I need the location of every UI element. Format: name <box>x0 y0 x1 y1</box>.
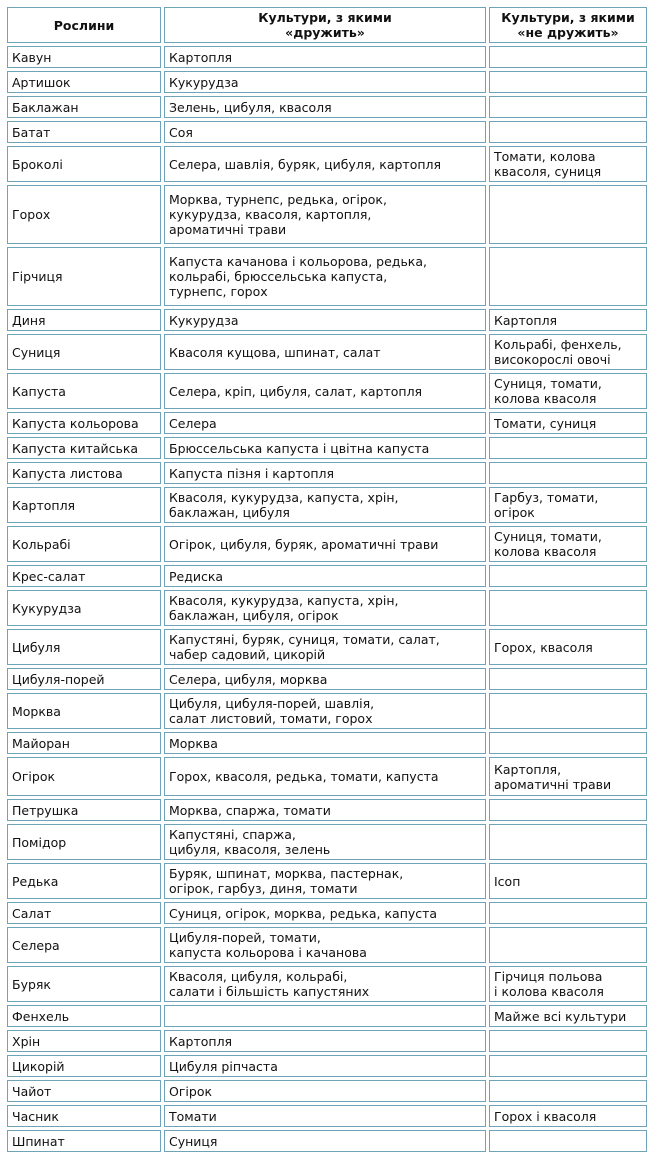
cell-friends: Суниця <box>164 1130 486 1152</box>
table-row <box>7 1080 647 1102</box>
cell-friends: Суниця, огірок, морква, редька, капуста <box>164 902 486 924</box>
cell-plant: Капуста китайська <box>7 437 161 459</box>
cell-plant: Капуста листова <box>7 462 161 484</box>
cell-friends: Зелень, цибуля, квасоля <box>164 96 486 118</box>
cell-friends: Капустяні, буряк, суниця, томати, салат, чабер садовий, цикорій <box>164 629 486 665</box>
cell-plant: Баклажан <box>7 96 161 118</box>
table-row <box>7 71 647 93</box>
companion-planting-table-wrapper <box>4 4 650 1155</box>
cell-enemies <box>489 121 647 143</box>
cell-friends: Томати <box>164 1105 486 1127</box>
cell-friends: Кукурудза <box>164 71 486 93</box>
cell-plant: Кукурудза <box>7 590 161 626</box>
table-row <box>7 526 647 562</box>
cell-enemies <box>489 437 647 459</box>
table-row <box>7 121 647 143</box>
cell-enemies: Томати, суниця <box>489 412 647 434</box>
cell-enemies: Картопля <box>489 309 647 331</box>
cell-enemies <box>489 462 647 484</box>
table-row <box>7 1055 647 1077</box>
cell-plant: Цикорій <box>7 1055 161 1077</box>
cell-plant: Батат <box>7 121 161 143</box>
cell-friends: Селера <box>164 412 486 434</box>
cell-friends: Кукурудза <box>164 309 486 331</box>
table-row <box>7 373 647 409</box>
cell-plant: Кавун <box>7 46 161 68</box>
cell-plant: Артишок <box>7 71 161 93</box>
cell-enemies <box>489 824 647 860</box>
cell-plant: Огірок <box>7 757 161 796</box>
cell-friends: Квасоля, цибуля, кольрабі, салати і більшість капустяних <box>164 966 486 1002</box>
cell-friends: Буряк, шпинат, морква, пастернак, огірок, гарбуз, диня, томати <box>164 863 486 899</box>
cell-friends: Морква <box>164 732 486 754</box>
table-row <box>7 824 647 860</box>
cell-plant: Чайот <box>7 1080 161 1102</box>
table-row <box>7 1130 647 1152</box>
table-row <box>7 732 647 754</box>
cell-enemies <box>489 1030 647 1052</box>
table-header <box>7 7 647 43</box>
cell-friends: Квасоля, кукурудза, капуста, хрін, баклажан, цибуля, огірок <box>164 590 486 626</box>
table-row <box>7 1005 647 1027</box>
table-row <box>7 629 647 665</box>
header-enemies: Культури, з якими «не дружить» <box>489 7 647 43</box>
cell-plant: Фенхель <box>7 1005 161 1027</box>
cell-enemies: Гірчиця польова і колова квасоля <box>489 966 647 1002</box>
cell-friends: Картопля <box>164 1030 486 1052</box>
companion-planting-table <box>4 4 650 1155</box>
cell-friends: Квасоля, кукурудза, капуста, хрін, баклажан, цибуля <box>164 487 486 523</box>
cell-enemies <box>489 590 647 626</box>
cell-enemies: Суниця, томати, колова квасоля <box>489 373 647 409</box>
table-row <box>7 334 647 370</box>
cell-plant: Цибуля <box>7 629 161 665</box>
table-row <box>7 668 647 690</box>
cell-plant: Крес-салат <box>7 565 161 587</box>
cell-friends: Капуста качанова і кольорова, редька, кольрабі, брюссельська капуста, турнепс, горох <box>164 247 486 306</box>
table-row <box>7 863 647 899</box>
cell-enemies: Ісоп <box>489 863 647 899</box>
cell-plant: Горох <box>7 185 161 244</box>
table-row <box>7 966 647 1002</box>
cell-friends: Морква, спаржа, томати <box>164 799 486 821</box>
table-row <box>7 247 647 306</box>
table-row <box>7 437 647 459</box>
cell-plant: Салат <box>7 902 161 924</box>
cell-enemies: Горох і квасоля <box>489 1105 647 1127</box>
table-row <box>7 565 647 587</box>
cell-enemies: Томати, колова квасоля, суниця <box>489 146 647 182</box>
cell-enemies: Гарбуз, томати, огірок <box>489 487 647 523</box>
table-row <box>7 412 647 434</box>
cell-enemies <box>489 902 647 924</box>
cell-plant: Броколі <box>7 146 161 182</box>
table-row <box>7 146 647 182</box>
cell-enemies <box>489 693 647 729</box>
table-row <box>7 309 647 331</box>
cell-enemies: Суниця, томати, колова квасоля <box>489 526 647 562</box>
table-row <box>7 799 647 821</box>
cell-plant: Морква <box>7 693 161 729</box>
cell-plant: Майоран <box>7 732 161 754</box>
table-row <box>7 96 647 118</box>
cell-friends: Горох, квасоля, редька, томати, капуста <box>164 757 486 796</box>
header-plants: Рослини <box>7 7 161 43</box>
cell-enemies: Майже всі культури <box>489 1005 647 1027</box>
cell-plant: Помідор <box>7 824 161 860</box>
table-body <box>7 46 647 1152</box>
table-row <box>7 927 647 963</box>
cell-friends: Квасоля кущова, шпинат, салат <box>164 334 486 370</box>
cell-friends: Цибуля, цибуля-порей, шавлія, салат листовий, томати, горох <box>164 693 486 729</box>
cell-friends: Капустяні, спаржа, цибуля, квасоля, зелень <box>164 824 486 860</box>
table-row <box>7 462 647 484</box>
cell-friends: Морква, турнепс, редька, огірок, кукурудза, квасоля, картопля, ароматичні трави <box>164 185 486 244</box>
cell-friends: Картопля <box>164 46 486 68</box>
cell-enemies <box>489 96 647 118</box>
cell-plant: Капуста кольорова <box>7 412 161 434</box>
cell-friends: Брюссельська капуста і цвітна капуста <box>164 437 486 459</box>
cell-plant: Диня <box>7 309 161 331</box>
cell-enemies <box>489 71 647 93</box>
cell-plant: Шпинат <box>7 1130 161 1152</box>
table-row <box>7 757 647 796</box>
table-row <box>7 590 647 626</box>
cell-friends: Цибуля-порей, томати, капуста кольорова і качанова <box>164 927 486 963</box>
table-row <box>7 1105 647 1127</box>
header-row <box>7 7 647 43</box>
cell-plant: Картопля <box>7 487 161 523</box>
cell-enemies <box>489 799 647 821</box>
cell-plant: Селера <box>7 927 161 963</box>
table-row <box>7 902 647 924</box>
cell-plant: Цибуля-порей <box>7 668 161 690</box>
cell-enemies <box>489 46 647 68</box>
cell-plant: Суниця <box>7 334 161 370</box>
cell-enemies <box>489 927 647 963</box>
cell-plant: Часник <box>7 1105 161 1127</box>
table-row <box>7 46 647 68</box>
cell-enemies <box>489 185 647 244</box>
table-row <box>7 1030 647 1052</box>
cell-enemies: Кольрабі, фенхель, високорослі овочі <box>489 334 647 370</box>
cell-friends <box>164 1005 486 1027</box>
cell-friends: Селера, кріп, цибуля, салат, картопля <box>164 373 486 409</box>
cell-friends: Огірок, цибуля, буряк, ароматичні трави <box>164 526 486 562</box>
cell-friends: Редиска <box>164 565 486 587</box>
table-row <box>7 693 647 729</box>
cell-enemies: Картопля, ароматичні трави <box>489 757 647 796</box>
cell-friends: Огірок <box>164 1080 486 1102</box>
cell-enemies <box>489 1130 647 1152</box>
header-friends: Культури, з якими «дружить» <box>164 7 486 43</box>
cell-friends: Селера, цибуля, морква <box>164 668 486 690</box>
cell-enemies <box>489 668 647 690</box>
cell-friends: Цибуля ріпчаста <box>164 1055 486 1077</box>
cell-enemies: Горох, квасоля <box>489 629 647 665</box>
cell-enemies <box>489 1080 647 1102</box>
cell-plant: Гірчиця <box>7 247 161 306</box>
table-row <box>7 185 647 244</box>
cell-plant: Редька <box>7 863 161 899</box>
cell-enemies <box>489 565 647 587</box>
cell-enemies <box>489 247 647 306</box>
cell-plant: Капуста <box>7 373 161 409</box>
cell-enemies <box>489 732 647 754</box>
cell-plant: Кольрабі <box>7 526 161 562</box>
cell-friends: Соя <box>164 121 486 143</box>
cell-friends: Селера, шавлія, буряк, цибуля, картопля <box>164 146 486 182</box>
cell-plant: Петрушка <box>7 799 161 821</box>
cell-plant: Буряк <box>7 966 161 1002</box>
table-row <box>7 487 647 523</box>
cell-friends: Капуста пізня і картопля <box>164 462 486 484</box>
cell-plant: Хрін <box>7 1030 161 1052</box>
cell-enemies <box>489 1055 647 1077</box>
